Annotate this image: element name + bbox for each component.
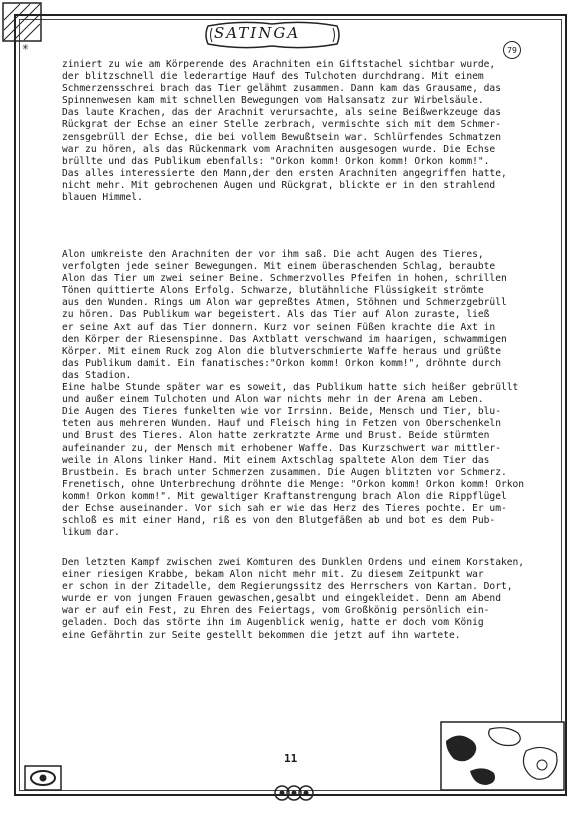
corner-ornament-icon [2, 2, 42, 42]
bottom-ornament-icon [270, 784, 318, 802]
paragraph-2: Alon umkreiste den Arachniten der vor ihm saß. Die acht Augen des Tieres, verfolgten jede seiner Bewegungen. Mit einem überaschenden Schlag, beraubte Alon das Tier um zwei seiner Beine. Schmerzvolles Pfeifen in hohen, schrillen Tönen quittierte Alons Erfolg. Schwarze, blutähnliche Flüssigkeit strömte aus den Wunden. Rings um Alon war gepreßtes Atmen, Stöhnen und Schmerzgebrüll zu hören. Das Publikum war begeistert. Als das Tier auf Alon zuraste, ließ er seine Axt auf das Tier donnern. Kurz vor seinen Füßen krachte die Axt in den Körper der Riesenspinne. Das Axtblatt verschwand im haarigen, schwammigen Körper. Mit einem Ruck zog Alon die blutverschmierte Waffe heraus und grüßte das Publikum damit. Ein fanatisches:"Orkon komm! Orkon komm!", dröhnte durch das Stadion. Eine halbe Stunde später war es soweit, das Publikum hatte sich heißer gebrüllt und außer einem Tulchoten und Alon war nichts mehr in der Arena am Leben. Die Augen des Tieres funkelten wie vor Irrsinn. Beide, Mensch und Tier, blu- teten aus mehreren Wunden. Hauf und Fleisch hing in Fetzen von Oberschenkeln und Brust des Tieres. Alon hatte zerkratzte Arme und Brust. Beide stürmten aufeinander zu, der Mensch mit erhobener Waffe. Das Kurzschwert war mittler- weile in Alons linker Hand. Mit einem Axtschlag spaltete Alon dem Tier das Brustbein. Es brach unter Schmerzen zusammen. Die Augen blitzten vor Schmerz. Frenetisch, ohne Unterbrechung dröhnte die Menge: "Orkon komm! Orkon komm! Orkon komm! Orkon komm!". Mit gewaltiger Kraftanstrengung brach Alon die Rippflügel der Echse auseinander. Vor sich sah er wie das Herz des Tieres pochte. Er um- schloß es mit einer Hand, riß es von den Blutgefäßen ab und bot es dem Pub- likum dar. [62, 249, 525, 539]
map-illustration-icon [440, 721, 565, 791]
paragraph-1: ziniert zu wie am Körperende des Arachniten ein Giftstachel sichtbar wurde, der blitzschnell die lederartige Hauf des Tulchoten durchdrang. Mit einem Schmerzensschrei brach das Tier gelähmt zusammen. Dann kam das Grausame, das Spinnenwesen kam mit schnellen Bewegungen vom Halsansatz zur Wirbelsäule. Das laute Krachen, das der Arachnit verursachte, als seine Beißwerkzeuge das Rückgrat der Echse an einer Stelle zerbrach, vermischte sich mit dem Schmer- zensgebrüll der Echse, die bei vollem Bewußtsein war. Schlürfendes Schmatzen war zu hören, als das Rückenmark vom Arachniten ausgesogen wurde. Die Echse brüllte und das Publikum ebenfalls: "Orkon komm! Orkon komm! Orkon komm!". Das alles interessierte den Mann,der den ersten Arachniten angegriffen hatte, nicht mehr. Mit gebrochenen Augen und Rückgrat, blickte er in den strahlend blauen Himmel. [62, 59, 507, 204]
page-number: 11 [284, 752, 298, 765]
page-badge: 79 [503, 41, 521, 59]
eye-logo-icon [24, 765, 62, 791]
paragraph-3: Den letzten Kampf zwischen zwei Komturen des Dunklen Ordens und einem Korstaken, einer riesigen Krabbe, bekam Alon nicht mehr mit. Zu diesem Zeitpunkt war er schon in der Zitadelle, dem Regierungssitz des Herrschers von Kartan. Dort, wurde er von jungen Frauen gewaschen,gesalbt und eingekleidet. Denn am Abend war er auf ein Fest, zu Ehren des Feiertags, vom Großkönig persönlich ein- geladen. Doch das störte ihn im Augenblick wenig, hatte er doch vom König eine Gefährtin zur Seite gestellt bekommen die jetzt auf ihn wartete. [62, 557, 525, 641]
asterisk-ornament-icon: ✳ [22, 40, 29, 53]
header-title: SATINGA [214, 24, 301, 42]
